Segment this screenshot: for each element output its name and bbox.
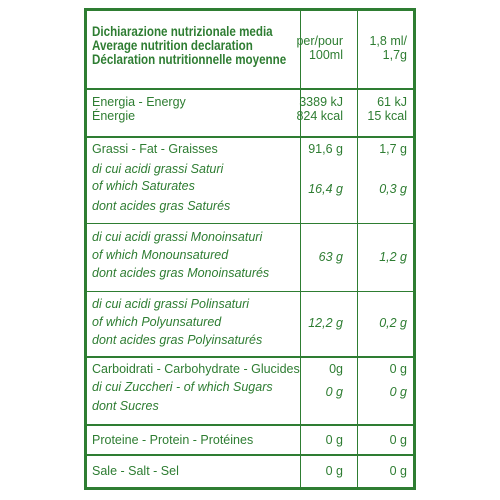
saturates-label-en: of which Saturates bbox=[92, 179, 195, 193]
salt-label: Sale - Salt - Sel bbox=[92, 464, 179, 478]
energy-kcal-portion: 15 kcal bbox=[367, 109, 407, 123]
energy-kj-portion: 61 kJ bbox=[377, 95, 407, 109]
nutrition-label bbox=[84, 8, 416, 490]
row-divider-mono bbox=[87, 291, 413, 292]
poly-label-en: of which Polyunsatured bbox=[92, 315, 222, 329]
row-divider-header bbox=[87, 88, 413, 90]
mono-label-en: of which Monounsatured bbox=[92, 248, 229, 262]
row-divider-protein bbox=[87, 454, 413, 456]
column-divider-2 bbox=[357, 11, 358, 487]
row-divider-carbs bbox=[87, 424, 413, 426]
salt-value-portion: 0 g bbox=[389, 464, 407, 478]
protein-value-100: 0 g bbox=[325, 433, 343, 447]
carbs-value-100: 0g bbox=[329, 362, 343, 376]
col2-header-line1: 1,8 ml/ bbox=[369, 34, 407, 48]
fat-value-portion: 1,7 g bbox=[379, 142, 407, 156]
poly-label-fr: dont acides gras Polyinsaturés bbox=[92, 333, 263, 347]
sugars-label-line1: di cui Zuccheri - of which Sugars bbox=[92, 380, 273, 394]
row-divider-energy bbox=[87, 136, 413, 138]
saturates-value-portion: 0,3 g bbox=[379, 182, 407, 196]
title-french: Déclaration nutritionnelle moyenne bbox=[92, 52, 287, 67]
salt-value-100: 0 g bbox=[325, 464, 343, 478]
title-italian: Dichiarazione nutrizionale media bbox=[92, 24, 273, 39]
energy-kcal-100: 824 kcal bbox=[296, 109, 343, 123]
col2-header-line2: 1,7g bbox=[382, 48, 407, 62]
mono-value-portion: 1,2 g bbox=[379, 250, 407, 264]
col1-header-line1: per/pour bbox=[296, 34, 343, 48]
saturates-label-it: di cui acidi grassi Saturi bbox=[92, 162, 224, 176]
energy-kj-100: 3389 kJ bbox=[299, 95, 343, 109]
poly-label-it: di cui acidi grassi Polinsaturi bbox=[92, 297, 250, 311]
protein-value-portion: 0 g bbox=[389, 433, 407, 447]
row-divider-saturates bbox=[87, 223, 413, 224]
mono-label-fr: dont acides gras Monoinsaturés bbox=[92, 266, 270, 280]
carbs-value-portion: 0 g bbox=[389, 362, 407, 376]
fat-label: Grassi - Fat - Graisses bbox=[92, 142, 218, 156]
fat-value-100: 91,6 g bbox=[308, 142, 343, 156]
poly-value-portion: 0,2 g bbox=[379, 316, 407, 330]
energy-label-line2: Énergie bbox=[92, 109, 136, 123]
mono-value-100: 63 g bbox=[318, 250, 343, 264]
energy-label-line1: Energia - Energy bbox=[92, 95, 186, 109]
row-divider-poly bbox=[87, 356, 413, 358]
sugars-value-100: 0 g bbox=[325, 385, 343, 399]
col1-header-line2: 100ml bbox=[308, 48, 343, 62]
saturates-label-fr: dont acides gras Saturés bbox=[92, 199, 231, 213]
title-english: Average nutrition declaration bbox=[92, 38, 253, 53]
sugars-value-portion: 0 g bbox=[389, 385, 407, 399]
column-divider-1 bbox=[300, 11, 301, 487]
poly-value-100: 12,2 g bbox=[308, 316, 343, 330]
sugars-label-line2: dont Sucres bbox=[92, 399, 159, 413]
protein-label: Proteine - Protein - Protéines bbox=[92, 433, 254, 447]
carbs-label: Carboidrati - Carbohydrate - Glucides bbox=[92, 362, 300, 376]
mono-label-it: di cui acidi grassi Monoinsaturi bbox=[92, 230, 263, 244]
saturates-value-100: 16,4 g bbox=[308, 182, 343, 196]
